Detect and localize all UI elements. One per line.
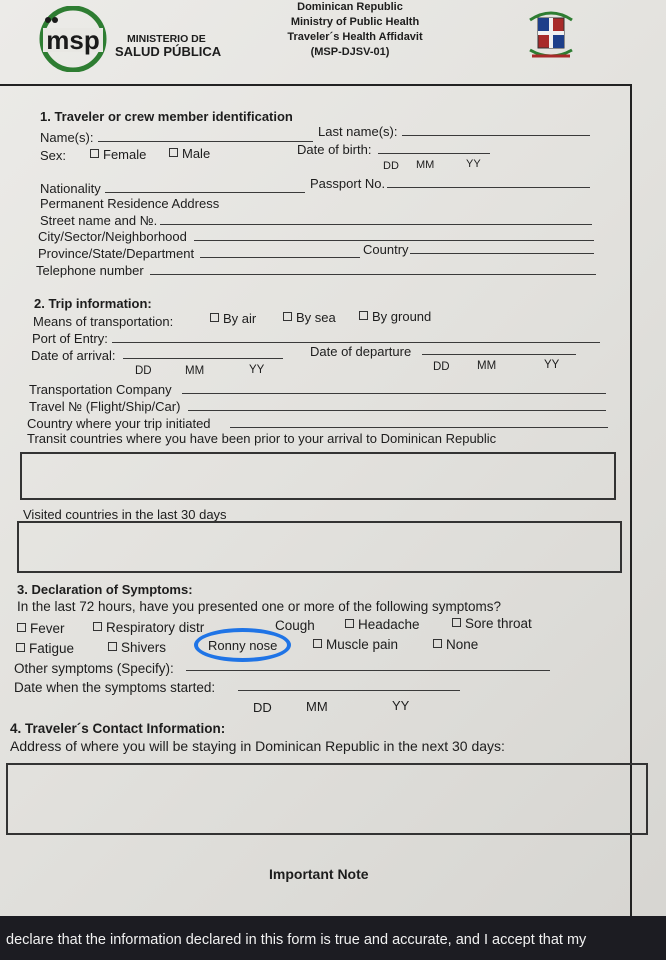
male-label: Male xyxy=(182,146,211,161)
by-ground-option[interactable] xyxy=(359,309,431,324)
muscle-pain-label: Muscle pain xyxy=(326,637,399,652)
telephone-label: Telephone number xyxy=(36,263,144,278)
header-ministry: Ministry of Public Health xyxy=(290,16,420,28)
transit-label: Transit countries where you have been prior to your arrival to Dominican Republic xyxy=(27,431,497,446)
names-label: Name(s): xyxy=(40,130,94,145)
travel-no-label: Travel № (Flight/Ship/Car) xyxy=(29,399,181,414)
departure-field[interactable] xyxy=(422,354,576,355)
names-field[interactable] xyxy=(98,141,313,142)
dob-label: Date of birth: xyxy=(297,142,372,157)
important-note: Important Note xyxy=(269,866,369,882)
other-symptoms-field[interactable] xyxy=(186,670,550,671)
company-field[interactable] xyxy=(182,393,606,394)
sore-throat-label: Sore throat xyxy=(465,616,532,631)
last-names-field[interactable] xyxy=(402,135,590,136)
started-dd: DD xyxy=(253,700,272,715)
street-label: Street name and №. xyxy=(40,213,158,228)
means-label: Means of transportation: xyxy=(33,314,174,329)
arrival-field[interactable] xyxy=(123,358,283,359)
permanent-address-label: Permanent Residence Address xyxy=(40,196,220,211)
respiratory-checkbox[interactable] xyxy=(93,622,102,631)
runny-nose-label[interactable]: Ronny nose xyxy=(208,638,278,653)
section2-title: 2. Trip information: xyxy=(34,296,152,311)
ministry-name-line1: MINISTERIO DE xyxy=(127,33,206,45)
header-form-code: (MSP-DJSV-01) xyxy=(310,46,390,58)
msp-logo xyxy=(33,6,113,72)
sore-throat-checkbox[interactable] xyxy=(452,618,461,627)
passport-field[interactable] xyxy=(387,187,590,188)
headache-label: Headache xyxy=(358,617,420,632)
section3-title: 3. Declaration of Symptoms: xyxy=(17,582,193,597)
cough-label[interactable]: Cough xyxy=(275,618,315,633)
country-initiated-label: Country where your trip initiated xyxy=(27,416,211,431)
header-form-title: Traveler´s Health Affidavit xyxy=(287,31,423,43)
other-symptoms-label: Other symptoms (Specify): xyxy=(14,661,174,676)
city-label: City/Sector/Neighborhood xyxy=(38,229,187,244)
header-country: Dominican Republic xyxy=(297,1,403,13)
coat-of-arms-icon xyxy=(524,2,578,66)
annotation-circle xyxy=(194,628,291,662)
telephone-field[interactable] xyxy=(150,274,596,275)
headache-option[interactable] xyxy=(345,617,420,632)
by-air-option[interactable] xyxy=(210,311,256,326)
city-field[interactable] xyxy=(194,240,594,241)
country-initiated-field[interactable] xyxy=(230,427,608,428)
declaration-text: declare that the information declared in this form is true and accurate, and I accept that my xyxy=(6,932,587,948)
nationality-label: Nationality xyxy=(40,181,101,196)
fever-label: Fever xyxy=(30,621,65,636)
province-field[interactable] xyxy=(200,257,360,258)
country-field[interactable] xyxy=(410,253,594,254)
company-label: Transportation Company xyxy=(29,382,172,397)
none-option[interactable] xyxy=(433,637,478,652)
section1-title: 1. Traveler or crew member identification xyxy=(40,109,293,124)
headache-checkbox[interactable] xyxy=(345,619,354,628)
symptoms-started-field[interactable] xyxy=(238,690,460,691)
by-sea-label: By sea xyxy=(296,310,336,325)
dob-field[interactable] xyxy=(378,153,490,154)
shivers-label: Shivers xyxy=(121,640,167,655)
visited-label: Visited countries in the last 30 days xyxy=(23,507,227,522)
port-field[interactable] xyxy=(112,342,600,343)
by-air-checkbox[interactable] xyxy=(210,313,219,322)
started-mm: MM xyxy=(306,699,328,714)
dob-dd: DD xyxy=(383,160,399,172)
departure-mm: MM xyxy=(477,360,497,372)
fever-option[interactable] xyxy=(17,621,65,636)
by-ground-label: By ground xyxy=(372,309,432,324)
fatigue-label: Fatigue xyxy=(29,641,75,656)
address-label: Address of where you will be staying in Dominican Republic in the next 30 days: xyxy=(10,738,505,754)
arrival-label: Date of arrival: xyxy=(31,348,116,363)
respiratory-label: Respiratory distr xyxy=(106,620,205,635)
travel-no-field[interactable] xyxy=(188,410,606,411)
ministry-name-line2: SALUD PÚBLICA xyxy=(115,44,222,59)
male-option[interactable] xyxy=(169,146,210,161)
by-sea-option[interactable] xyxy=(283,310,336,325)
by-sea-checkbox[interactable] xyxy=(283,312,292,321)
muscle-pain-checkbox[interactable] xyxy=(313,639,322,648)
svg-text:msp: msp xyxy=(46,25,100,55)
fatigue-checkbox[interactable] xyxy=(16,643,25,652)
fever-checkbox[interactable] xyxy=(17,623,26,632)
transit-countries-box[interactable] xyxy=(20,452,616,500)
arrival-yy: YY xyxy=(249,364,265,376)
departure-label: Date of departure xyxy=(310,344,412,359)
symptoms-started-label: Date when the symptoms started: xyxy=(14,680,216,695)
address-box[interactable] xyxy=(6,763,648,835)
street-field[interactable] xyxy=(160,224,592,225)
shivers-option[interactable] xyxy=(108,640,166,655)
none-label: None xyxy=(446,637,479,652)
sore-throat-option[interactable] xyxy=(452,616,532,631)
by-air-label: By air xyxy=(223,311,257,326)
departure-yy: YY xyxy=(544,359,560,371)
passport-label: Passport No. xyxy=(310,176,386,191)
symptoms-question: In the last 72 hours, have you presented one or more of the following symptoms? xyxy=(17,599,502,614)
country-label: Country xyxy=(363,242,409,257)
dob-mm: MM xyxy=(416,159,435,171)
section4-title: 4. Traveler´s Contact Information: xyxy=(10,721,226,736)
nationality-field[interactable] xyxy=(105,192,305,193)
none-checkbox[interactable] xyxy=(433,639,442,648)
shivers-checkbox[interactable] xyxy=(108,642,117,651)
started-yy: YY xyxy=(392,698,410,713)
respiratory-option[interactable] xyxy=(93,620,204,635)
female-label: Female xyxy=(103,147,147,162)
arrival-dd: DD xyxy=(135,365,152,377)
by-ground-checkbox[interactable] xyxy=(359,311,368,320)
female-checkbox[interactable] xyxy=(90,149,99,158)
fatigue-option[interactable] xyxy=(16,641,74,656)
province-label: Province/State/Department xyxy=(38,246,195,261)
sex-label: Sex: xyxy=(40,148,67,163)
arrival-mm: MM xyxy=(185,365,205,377)
departure-dd: DD xyxy=(433,361,450,373)
male-checkbox[interactable] xyxy=(169,148,178,157)
muscle-pain-option[interactable] xyxy=(313,637,398,652)
dob-yy: YY xyxy=(466,158,481,170)
female-option[interactable] xyxy=(90,147,146,162)
visited-countries-box[interactable] xyxy=(17,521,622,573)
last-names-label: Last name(s): xyxy=(318,124,398,139)
port-label: Port of Entry: xyxy=(32,331,108,346)
